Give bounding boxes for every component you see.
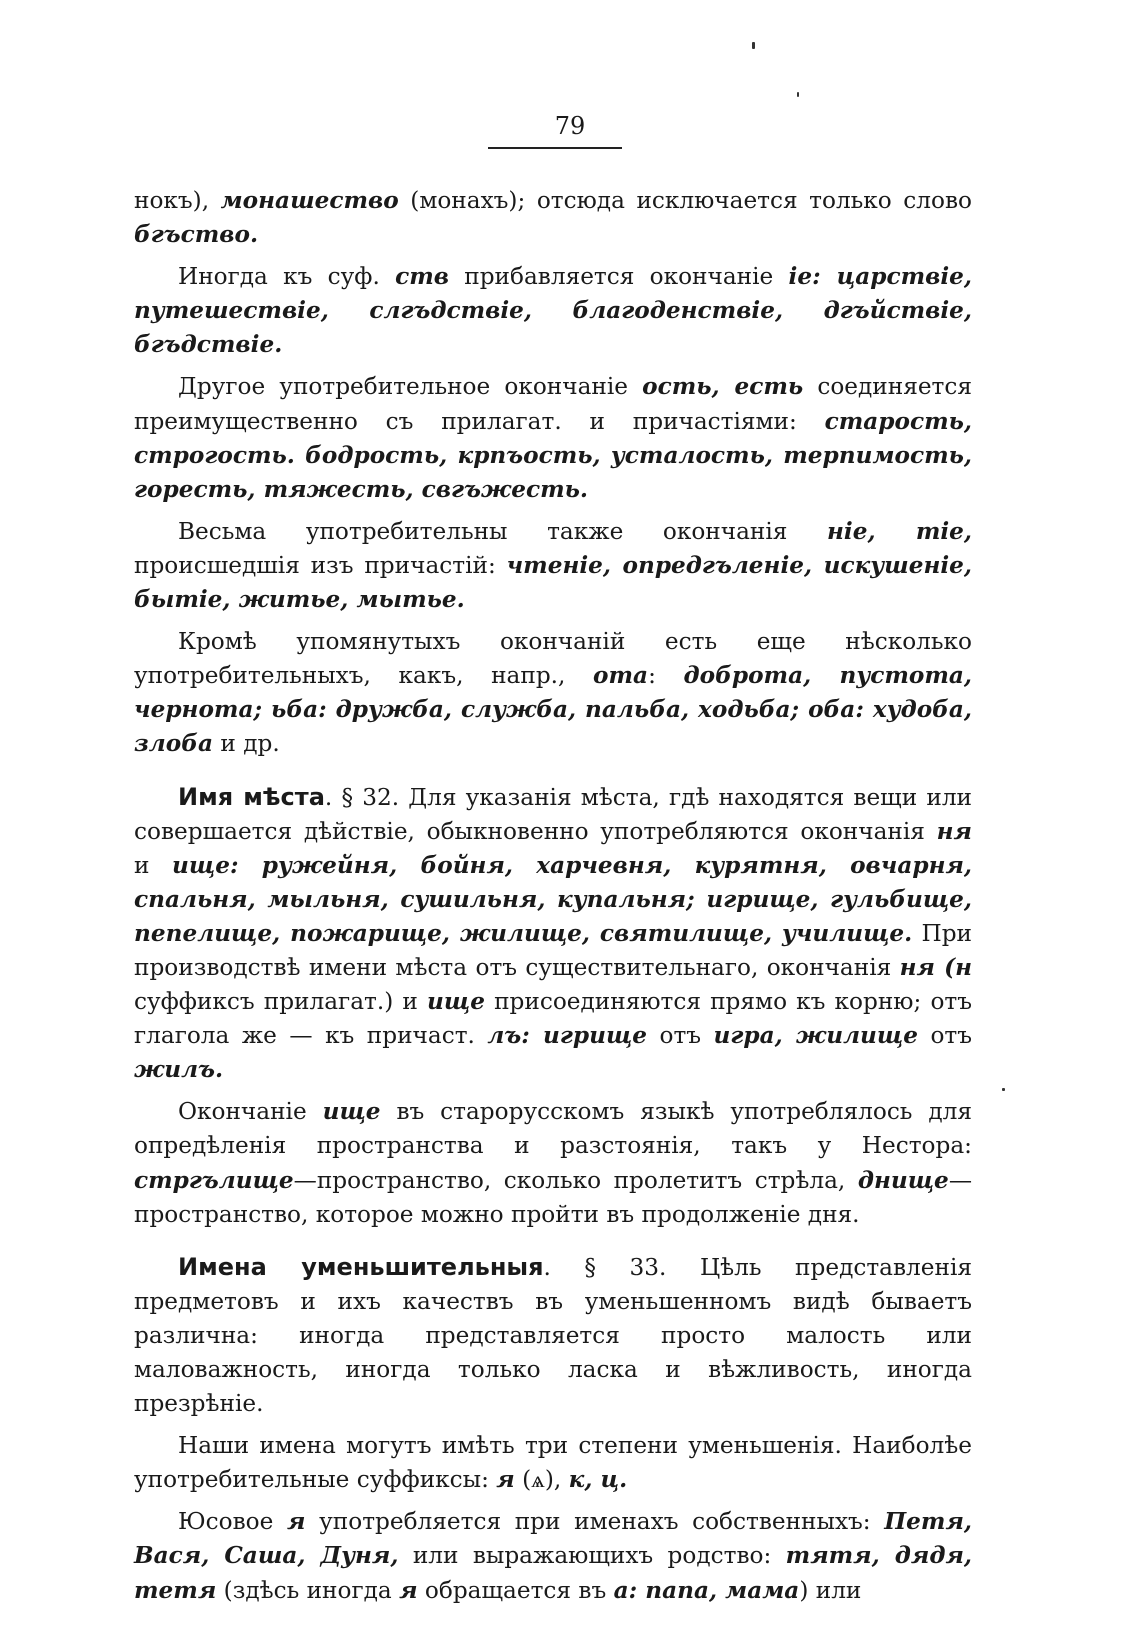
italic-term: чтеніе, опредгъленіе, искушеніе, бытіе, житье, мытье. [134,551,972,614]
italic-term: я [399,1576,418,1604]
text-run: . § 33. Цѣль представленія предметовъ и ихъ качествъ въ уменьшенномъ видѣ бываетъ различна: иногда представляется просто малость или маловажность, иногда только ласка и вѣжливость, иногда презрѣніе. [134,1253,972,1418]
paragraph [134,1250,972,1421]
section-heading: Имена уменьшительныя [178,1252,544,1281]
paragraph [134,184,972,252]
paragraph [134,1095,972,1231]
italic-term: ніе, тіе, [827,517,972,545]
paragraph [134,1429,972,1497]
italic-term: ость, есть [642,373,804,401]
body-text [134,184,972,1608]
italic-term: доброта, пустота, чернота; ьба: дружба, служба, пальба, ходьба; оба: худоба, злоба [134,662,972,758]
text-run: Юсовое [178,1508,288,1536]
text-run: Окончаніе [178,1098,323,1126]
italic-term: іе: царствіе, путешествіе, слгъдствіе, благоденствіе, дгъйствіе, бгъдствіе. [134,263,972,359]
page-number-rule [488,147,622,149]
text-run: Кромѣ упомянутыхъ окончаній есть еще нѣсколько употребительныхъ, какъ, напр., [134,628,972,690]
italic-term: ств [395,263,449,291]
italic-term: бгъство. [134,221,259,249]
text-run: —пространство, сколько пролетитъ стрѣла, [293,1166,858,1194]
italic-term: старость, строгость. бодрость, крпъость, усталость, терпимость, горесть, тяжесть, свгъжесть. [134,407,972,503]
text-run: Другое употребительное окончаніе [178,373,643,401]
italic-term: монашество [220,187,399,214]
page-number: 79 [554,112,586,140]
section-heading: Имя мѣста [178,782,325,811]
italic-term: стргълище [134,1166,294,1194]
italic-term: ота [593,662,649,690]
text-run: —пространство, которое можно пройти въ продолженіе дня. [134,1166,972,1228]
italic-term: а: папа, мама [613,1576,800,1604]
italic-term: лъ: игрище [487,1022,647,1050]
text-run: обращается въ [417,1576,614,1604]
text-run: ) или [799,1576,862,1604]
print-speck [797,92,799,97]
italic-term: Петя, Вася, Саша, Дуня, [134,1508,972,1570]
italic-term: тятя, дядя, тетя [134,1542,973,1604]
paragraph [134,370,972,506]
text-run: (здѣсь иногда [216,1576,400,1604]
text-run: нокъ), [134,187,221,214]
print-speck [752,42,755,49]
text-run: Наши имена могутъ имѣть три степени уменьшенія. Наиболѣе употребительные суффиксы: [134,1432,972,1494]
text-run: Весьма употребительны также окончанія [178,517,827,545]
paragraph [134,1505,972,1607]
italic-term: я [496,1466,515,1494]
italic-term: ище: ружейня, бойня, харчевня, курятня, овчарня, спальня, мыльня, сушильня, купальня; игрище, гульбище, пепелище, пожарище, жилище, святилище, училище. [134,851,973,947]
text-run: и [134,851,173,879]
text-run: и др. [213,730,280,758]
italic-term: ня (н [899,953,972,981]
text-run: отъ [647,1022,714,1050]
text-run: или выражающихъ родство: [398,1542,786,1570]
text-run: : [648,662,684,690]
italic-term: жилъ. [134,1056,224,1084]
paragraph [134,780,972,1088]
text-run: происшедшія изъ причастій: [134,551,507,579]
text-run: присоединяются прямо къ корню; отъ глагола же — къ причаст. [134,988,972,1050]
italic-term: я [287,1508,306,1536]
text-run: отъ [917,1022,972,1050]
text-run: (монахъ); отсюда исключается только слово [398,187,972,214]
text-run: употребляется при именахъ собственныхъ: [305,1508,885,1536]
text-run: въ старорусскомъ языкѣ употреблялось для опредѣленія пространства и разстоянія, такъ у Нестора: [134,1098,972,1160]
italic-term: ня [936,817,972,845]
text-run: прибавляется окончаніе [448,263,789,291]
italic-term: к, ц. [568,1466,628,1494]
italic-term: ище [427,988,485,1016]
text-run: При производствѣ имени мѣста отъ существительнаго, окончанія [134,919,973,981]
text-run: Иногда къ суф. [178,263,396,291]
text-run: суффиксъ прилагат.) и [134,988,428,1016]
text-run: . § 32. Для указанія мѣста, гдѣ находятся вещи или совершается дѣйствіе, обыкновенно употребляются окончанія [134,783,973,845]
paragraph [134,515,972,617]
paragraph [134,625,972,761]
print-speck [1002,1088,1005,1091]
italic-term: днище [857,1166,949,1194]
paragraph [134,260,972,362]
italic-term: игра, жилище [713,1022,918,1050]
text-run: соединяется преимущественно съ прилагат. и причастіями: [134,373,972,435]
text-run: (ѧ), [514,1466,569,1494]
italic-term: ище [322,1098,381,1126]
